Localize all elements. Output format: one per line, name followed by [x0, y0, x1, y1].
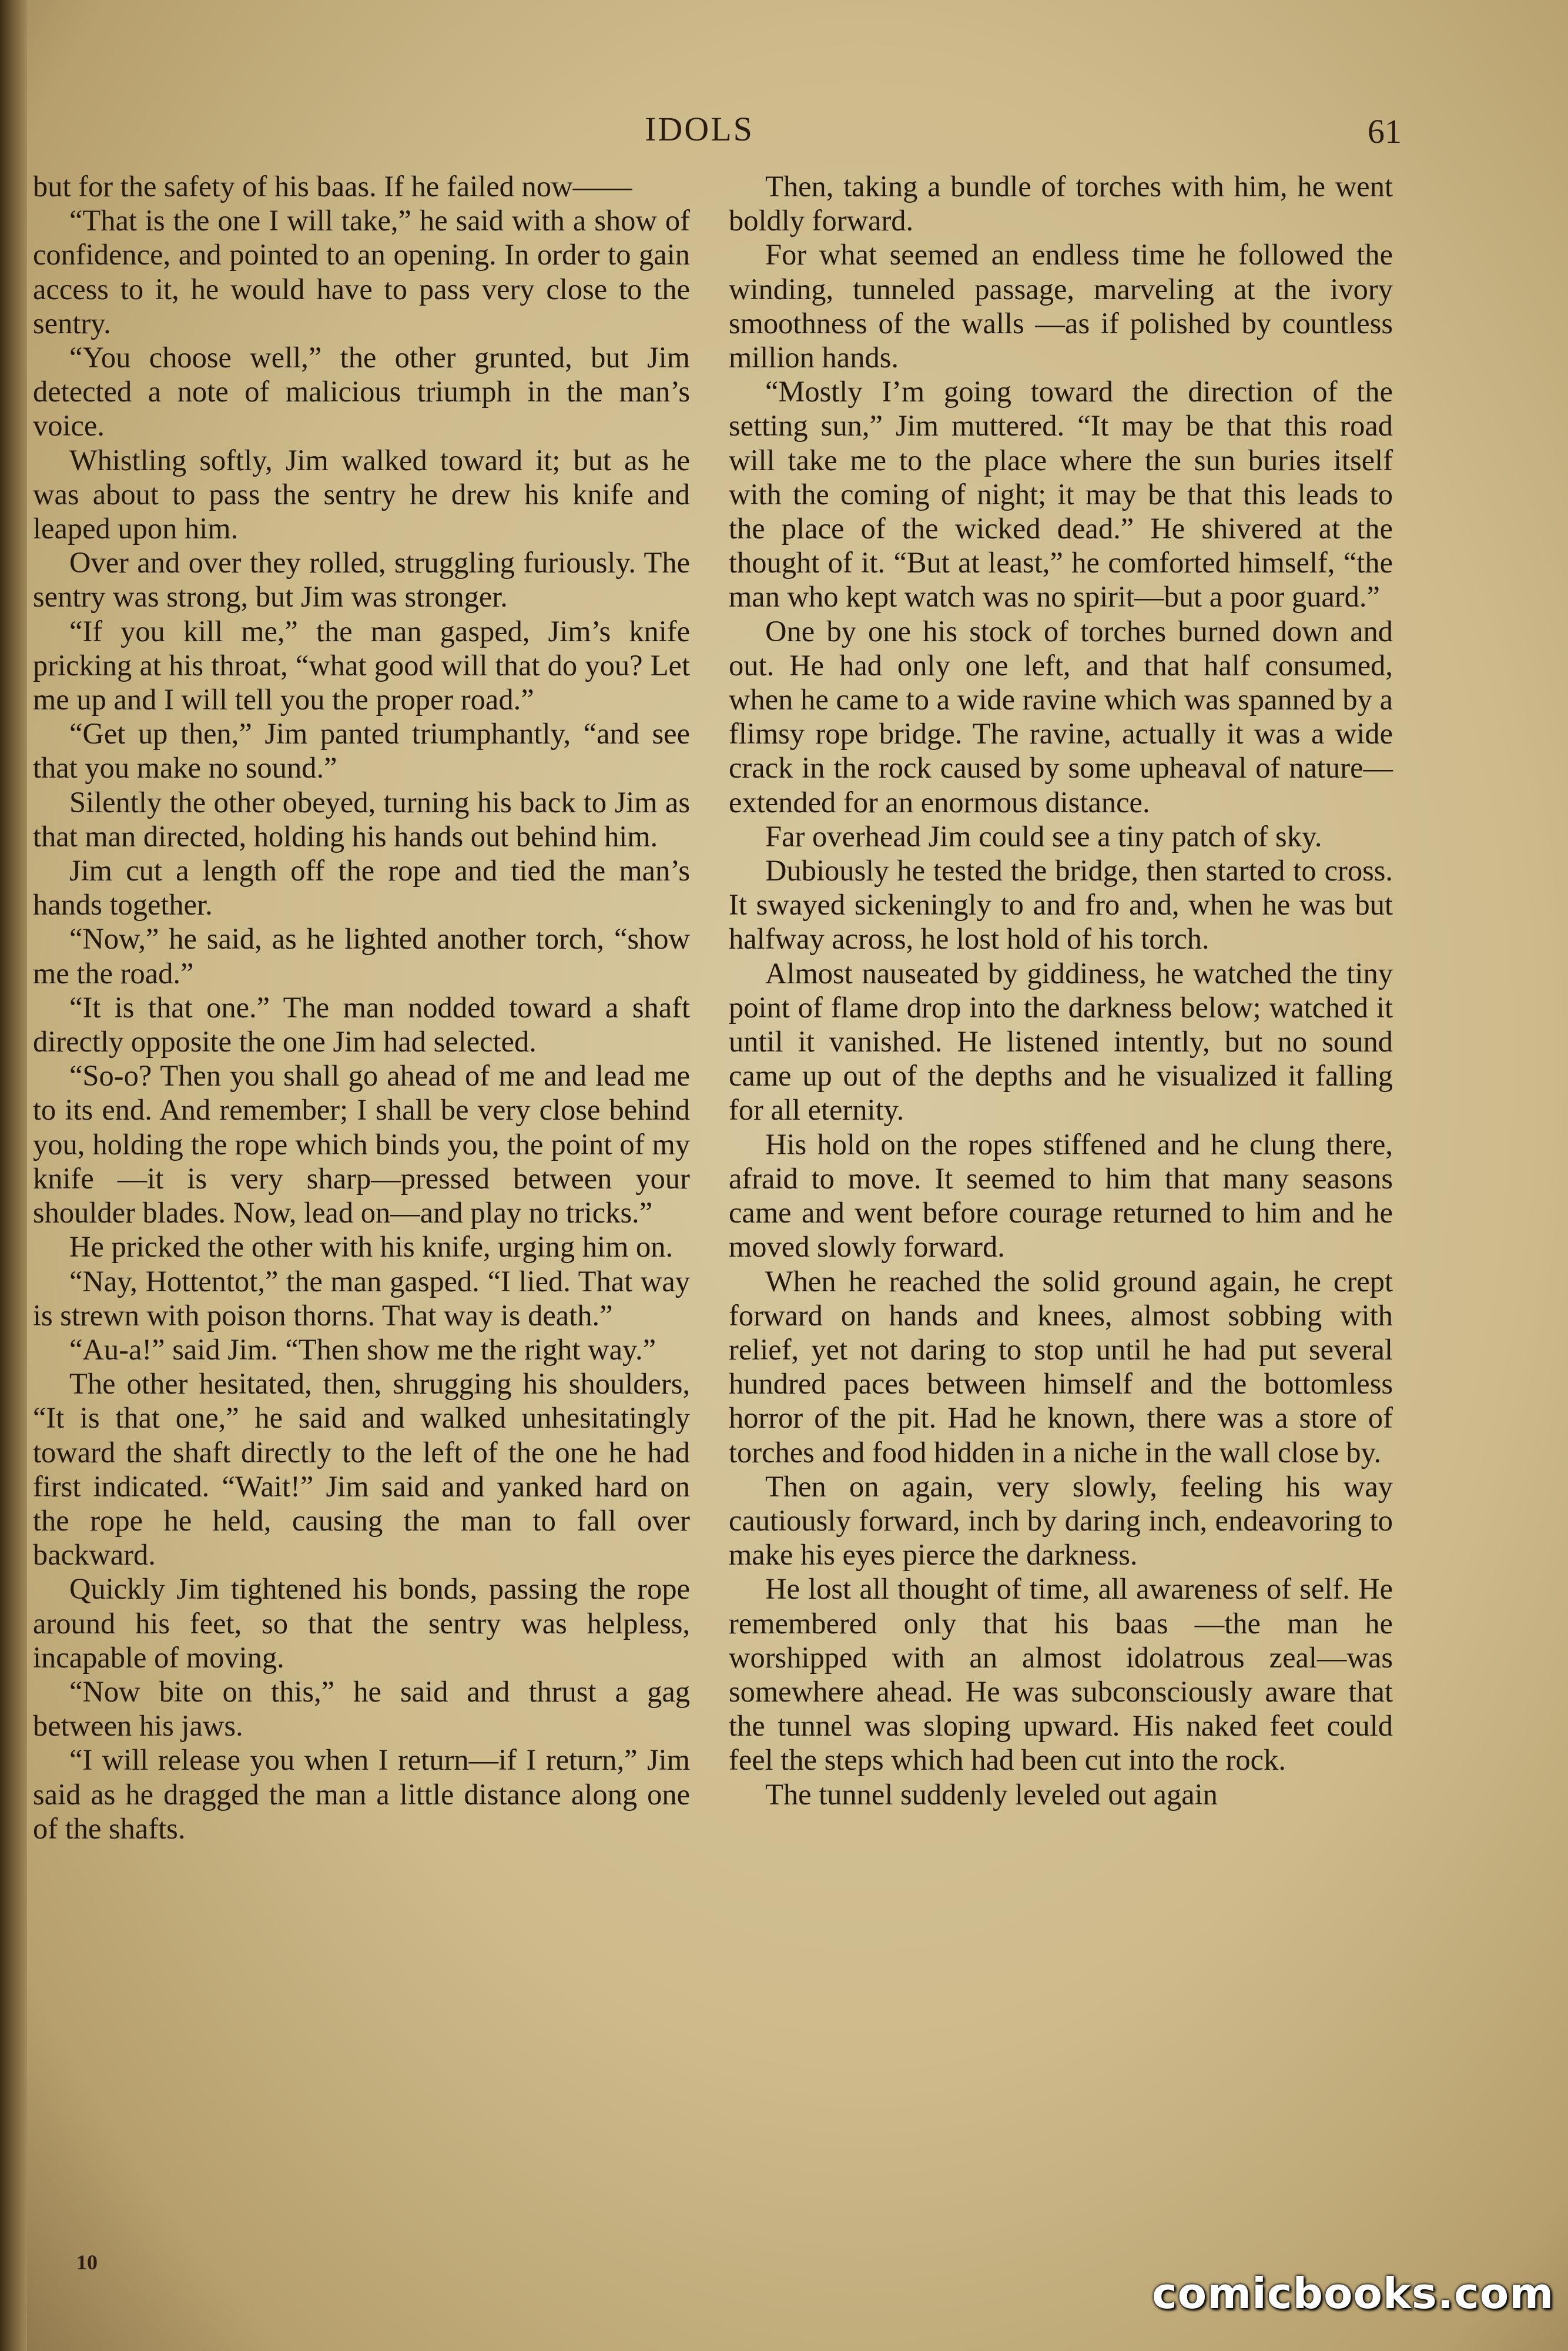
paragraph: Quickly Jim tightened his bonds, passing the rope around his feet, so that the sentry was helpless, incapable of moving. [33, 1572, 690, 1674]
paragraph: Jim cut a length off the rope and tied the man’s hands together. [33, 854, 690, 922]
paragraph: “Now,” he said, as he lighted another torch, “show me the road.” [33, 922, 690, 990]
paragraph: He lost all thought of time, all awareness of self. He remembered only that his baas —the man he worshipped with an almost idolatrous zeal—was somewhere ahead. He was subconsciously aware that the tunnel was sloping upward. His naked feet could feel the steps which had been cut into the rock. [729, 1572, 1393, 1777]
paragraph: He pricked the other with his knife, urging him on. [69, 1230, 674, 1264]
paragraph: Silently the other obeyed, turning his back to Jim as that man directed, holding his hands out behind him. [33, 785, 690, 853]
paragraph: “You choose well,” the other grunted, but Jim detected a note of malicious triumph in the man’s voice. [33, 341, 690, 443]
paragraph: “Get up then,” Jim panted triumphantly, “and see that you make no sound.” [33, 717, 690, 785]
paragraph: The other hesitated, then, shrugging his shoulders, “It is that one,” he said and walked unhesitatingly toward the shaft directly to the left of the one he had first indicated. “Wait!” Jim said and yanked hard on the rope he held, causing the man to fall over backward. [33, 1367, 690, 1572]
signature-folio: 10 [76, 2250, 98, 2274]
paragraph: Almost nauseated by giddiness, he watched the tiny point of flame drop into the darkness below; watched it until it vanished. He listened intently, but no sound came up out of the depths and he visualized it falling for all eternity. [729, 956, 1393, 1127]
paragraph: “Now bite on this,” he said and thrust a gag between his jaws. [33, 1674, 690, 1743]
paragraph: When he reached the solid ground again, he crept forward on hands and knees, almost sobbing with relief, yet not daring to stop until he had put several hundred paces between himself and the bottomless horror of the pit. Had he known, there was a store of torches and food hidden in a niche in the wall close by. [729, 1264, 1393, 1469]
paragraph: Then, taking a bundle of torches with him, he went boldly forward. [729, 170, 1393, 237]
watermark: comicbooks.com [1152, 2269, 1554, 2318]
paragraph: For what seemed an endless time he followed the winding, tunneled passage, marveling at the ivory smoothness of the walls —as if polished by countless million hands. [729, 238, 1393, 374]
paragraph: Whistling softly, Jim walked toward it; but as he was about to pass the sentry he drew his knife and leaped upon him. [33, 443, 690, 545]
paragraph: Then on again, very slowly, feeling his way cautiously forward, inch by daring inch, endeavoring to make his eyes pierce the darkness. [729, 1469, 1393, 1572]
paragraph: One by one his stock of torches burned down and out. He had only one left, and that half consumed, when he came to a wide ravine which was spanned by a flimsy rope bridge. The ravine, actually it was a wide crack in the rock caused by some upheaval of nature—extended for an enormous distance. [729, 614, 1393, 819]
paragraph: Dubiously he tested the bridge, then started to cross. It swayed sickeningly to and fro and, when he was but halfway across, he lost hold of his torch. [729, 854, 1393, 956]
binding-gutter [0, 0, 27, 2351]
paragraph: “I will release you when I return—if I return,” Jim said as he dragged the man a little distance along one of the shafts. [33, 1743, 690, 1845]
running-head: IDOLS [645, 110, 754, 148]
paragraph: His hold on the ropes stiffened and he clung there, afraid to move. It seemed to him that many seasons came and went before courage returned to him and he moved slowly forward. [729, 1127, 1393, 1264]
page-number: 61 [1368, 112, 1402, 150]
paragraph: The tunnel suddenly leveled out again [765, 1777, 1218, 1811]
paragraph: “Nay, Hottentot,” the man gasped. “I lied. That way is strewn with poison thorns. That way is death.” [33, 1264, 690, 1332]
paragraph: “Mostly I’m going toward the direction of the setting sun,” Jim muttered. “It may be that this road will take me to the place where the sun buries itself with the coming of night; it may be that this leads to the place of the wicked dead.” He shivered at the thought of it. “But at least,” he comforted himself, “the man who kept watch was no spirit—but a poor guard.” [729, 375, 1393, 614]
paragraph: “If you kill me,” the man gasped, Jim’s knife pricking at his throat, “what good will that do you? Let me up and I will tell you the proper road.” [33, 614, 690, 716]
paragraph: “That is the one I will take,” he said with a show of confidence, and pointed to an opening. In order to gain access to it, he would have to pass very close to the sentry. [33, 204, 690, 340]
paragraph: “Au-a!” said Jim. “Then show me the right way.” [69, 1332, 656, 1366]
paragraph: Over and over they rolled, struggling furiously. The sentry was strong, but Jim was stronger. [33, 546, 690, 614]
right-column [729, 169, 1393, 1811]
paragraph: “It is that one.” The man nodded toward a shaft directly opposite the one Jim had selected. [33, 990, 690, 1059]
left-column [33, 169, 690, 1846]
paragraph: but for the safety of his baas. If he failed now—— [33, 170, 632, 203]
paragraph: “So-o? Then you shall go ahead of me and lead me to its end. And remember; I shall be very close behind you, holding the rope which binds you, the point of my knife —it is very sharp—pressed between your shoulder blades. Now, lead on—and play no tricks.” [33, 1059, 690, 1230]
paragraph: Far overhead Jim could see a tiny patch of sky. [765, 819, 1322, 853]
